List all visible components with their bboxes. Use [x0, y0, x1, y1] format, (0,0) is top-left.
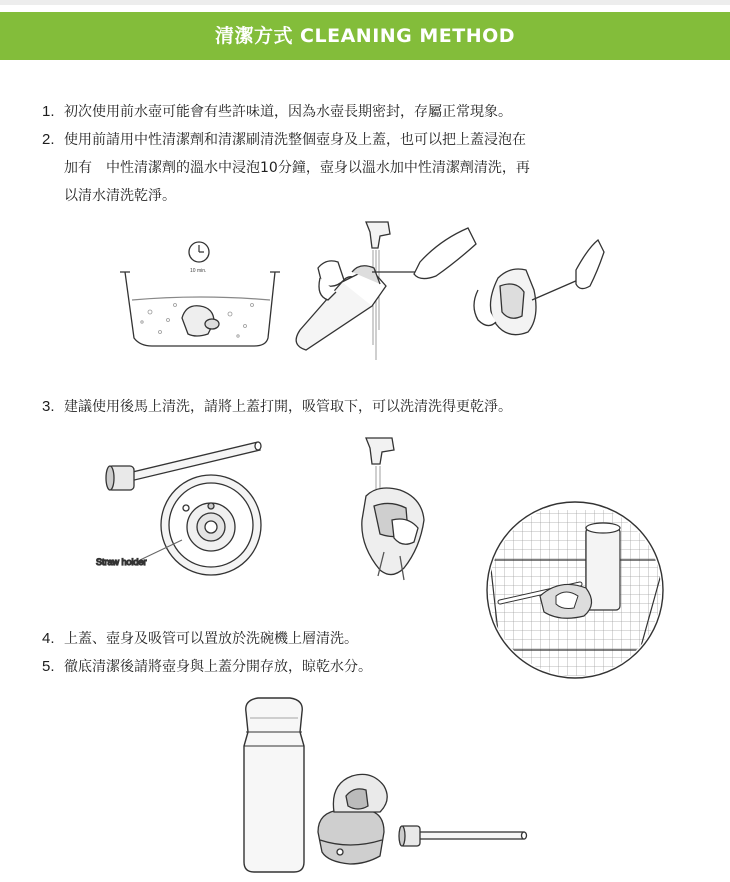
step-4-number: 4.	[42, 630, 55, 647]
bottle-body-illustration	[244, 698, 304, 872]
step-3-text: 建議使用後馬上清洗，請將上蓋打開，吸管取下，可以洗清洗得更乾淨。	[64, 399, 512, 415]
step-4-text: 上蓋、壺身及吸管可以置放於洗碗機上層清洗。	[64, 631, 358, 647]
step-5-text: 徹底清潔後請將壺身與上蓋分開存放，晾乾水分。	[64, 659, 372, 675]
step-5-number: 5.	[42, 658, 55, 675]
step-2-line-3: 以清水清洗乾淨。	[64, 188, 176, 204]
lid-rinse-illustration	[362, 438, 424, 580]
step-3-number: 3.	[42, 398, 55, 415]
soaking-basin-illustration	[120, 272, 280, 346]
step-2-line-1: 使用前請用中性清潔劑和清潔刷清洗整個壺身及上蓋，也可以把上蓋浸泡在	[64, 132, 526, 148]
soaking-lid-icon	[182, 306, 219, 336]
timer-label: 10 min.	[190, 268, 207, 274]
step-1-number: 1.	[42, 103, 55, 120]
lid-illustration	[318, 774, 387, 864]
step-2-line-2: 加有 中性清潔劑的溫水中浸泡10分鐘，壺身以溫水加中性清潔劑清洗，再	[64, 160, 530, 176]
bottle-washing-illustration	[296, 222, 476, 360]
dishwasher-rack-illustration	[480, 502, 670, 680]
separate-straw-illustration	[399, 826, 527, 846]
timer-icon	[189, 242, 209, 274]
step-2-number: 2.	[42, 131, 55, 148]
lid-brushing-illustration	[474, 240, 604, 335]
step-1-text: 初次使用前水壺可能會有些許味道，因為水壺長期密封，存屬正常現象。	[64, 104, 512, 120]
straw-holder-label: Straw holder	[96, 557, 147, 567]
banner-title: 清潔方式 CLEANING METHOD	[214, 25, 516, 47]
